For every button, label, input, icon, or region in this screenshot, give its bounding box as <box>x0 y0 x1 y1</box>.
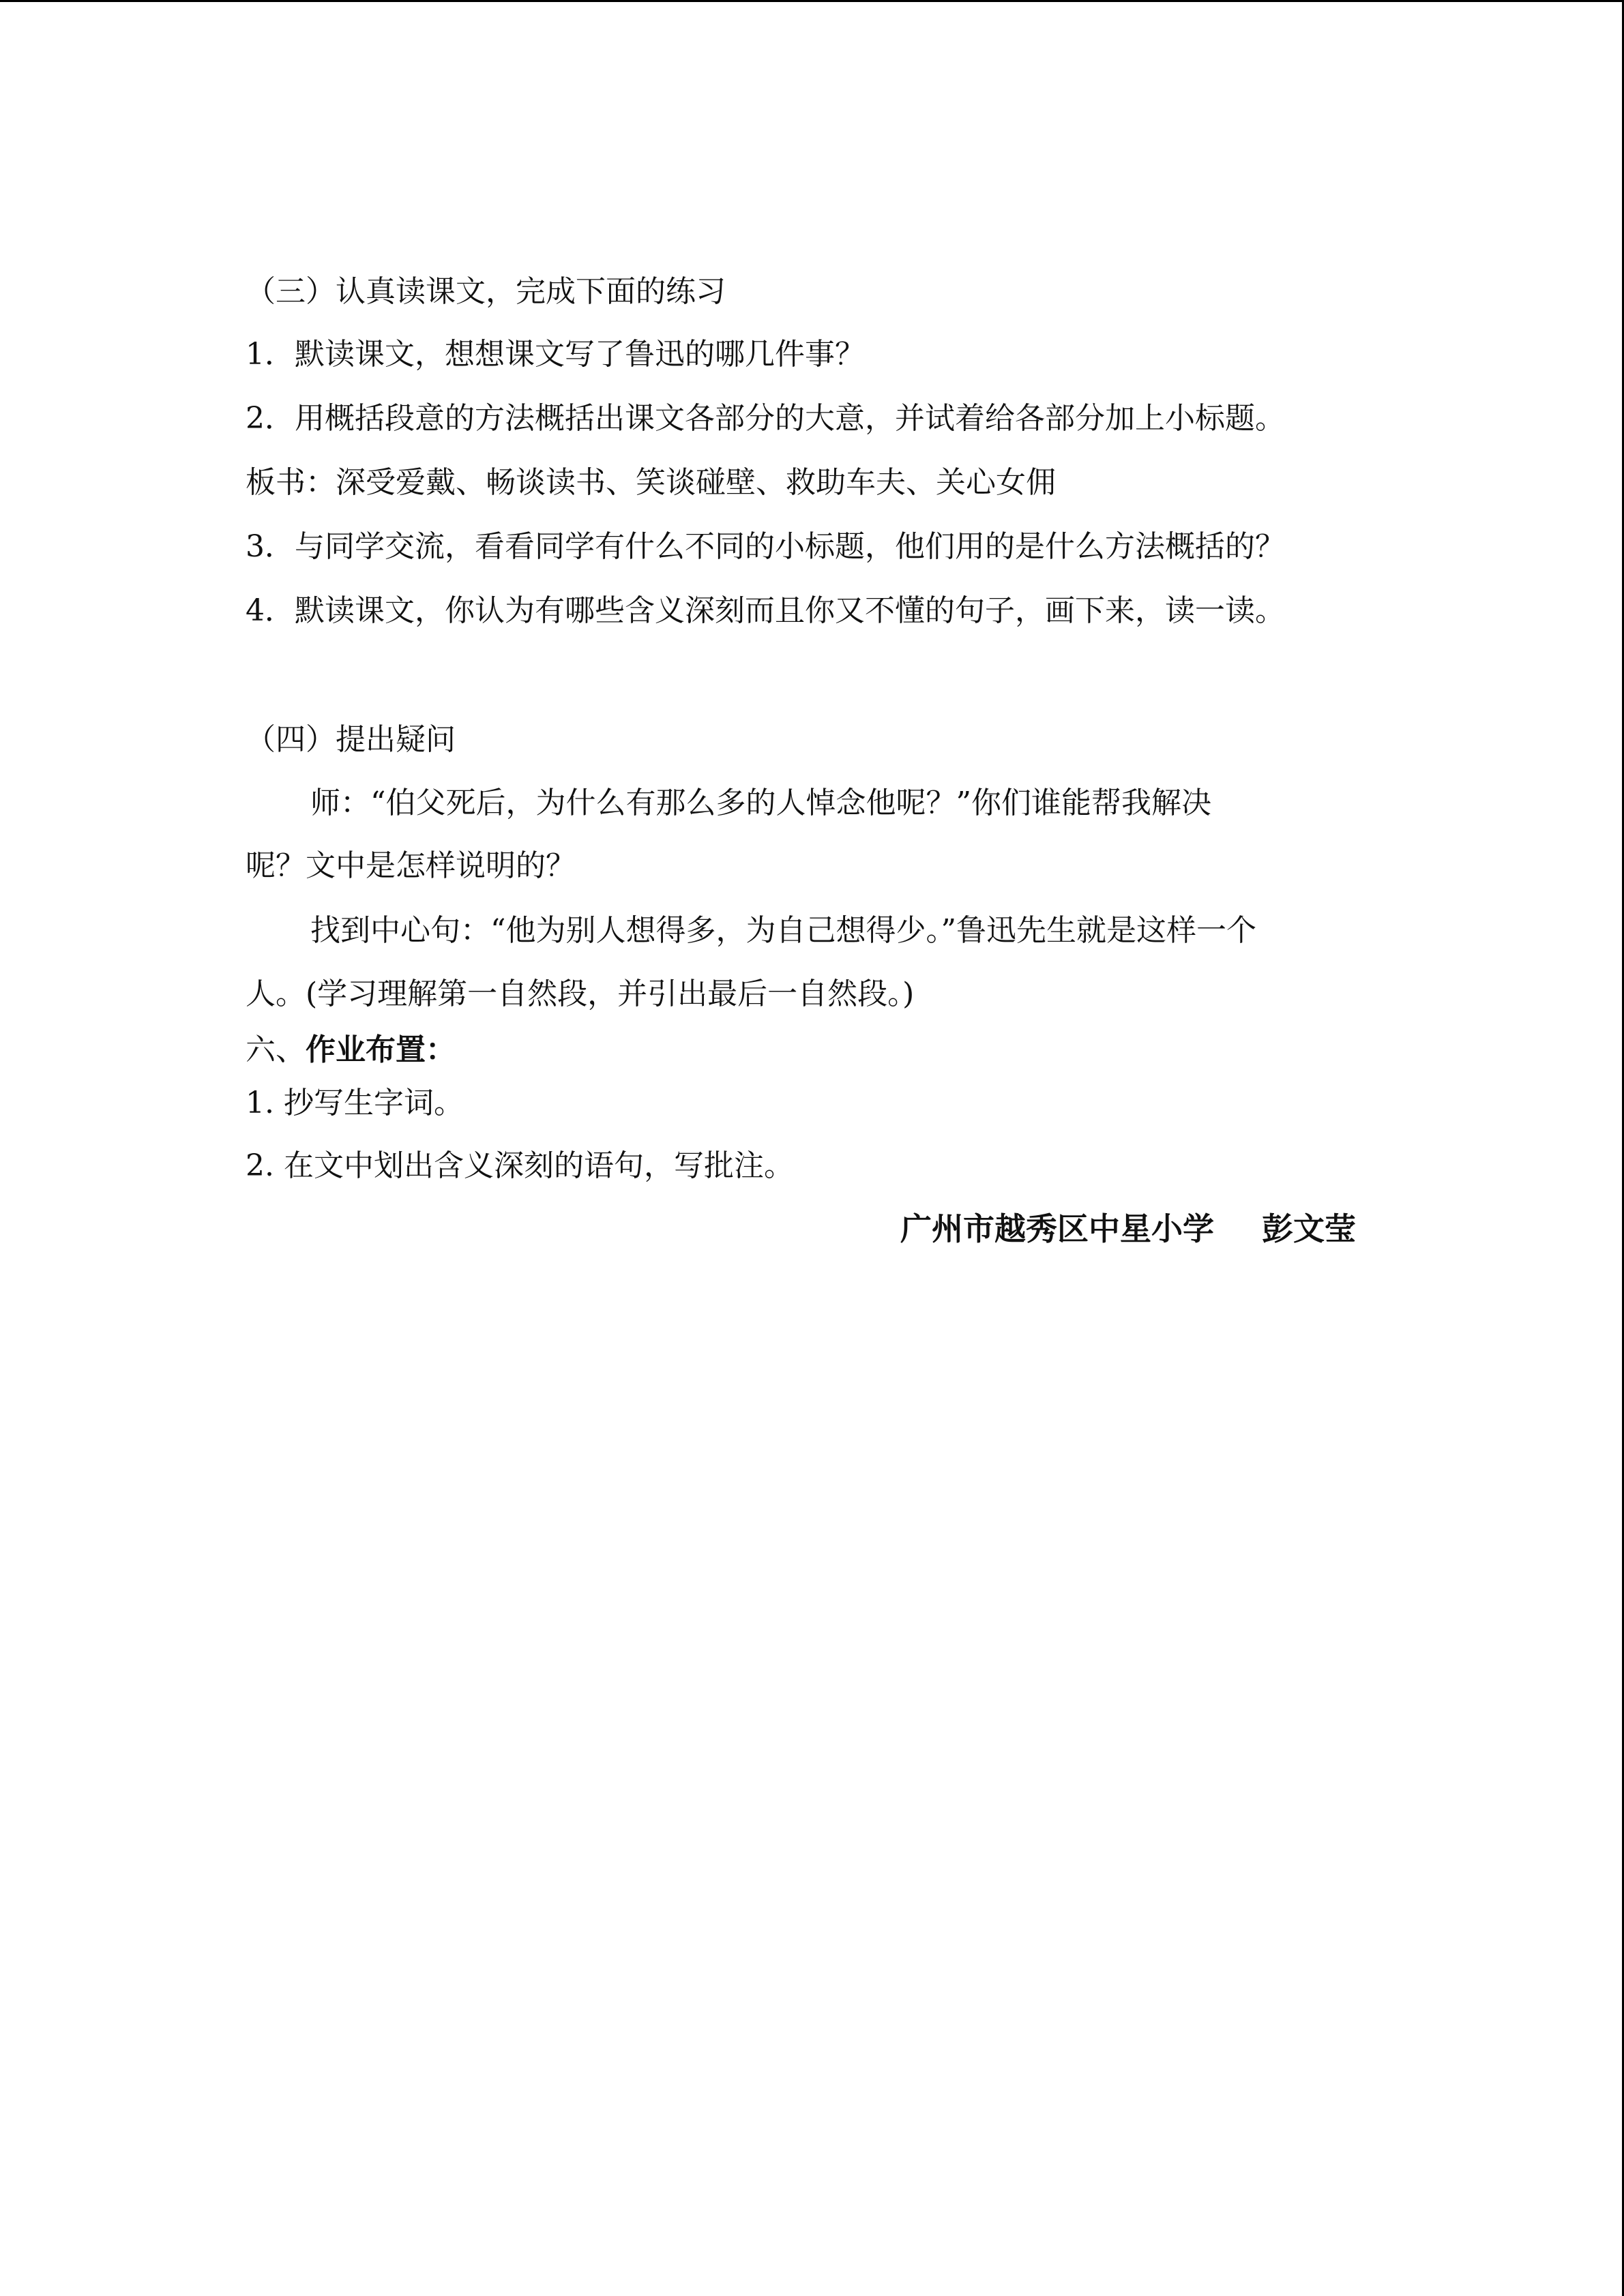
homework-item-1: 1. 抄写生字词。 <box>246 1086 464 1120</box>
section-6-heading <box>246 1030 456 1071</box>
section-3-item-3: 3．与同学交流，看看同学有什么不同的小标题，他们用的是什么方法概括的？ <box>246 529 1285 564</box>
section-6-prefix: 六、 <box>246 1032 306 1067</box>
top-border-line <box>0 0 1624 2</box>
section-3-heading: （三）认真读课文，完成下面的练习 <box>246 274 726 309</box>
blackboard-notes: 板书：深受爱戴、畅谈读书、笑谈碰壁、救助车夫、关心女佣 <box>246 465 1056 500</box>
author-name: 彭文莹 <box>1262 1210 1356 1247</box>
school-name: 广州市越秀区中星小学 <box>900 1210 1214 1247</box>
section-4-heading: （四）提出疑问 <box>246 722 456 757</box>
signature <box>900 1208 1356 1249</box>
central-sentence-line-2: 人。(学习理解第一自然段，并引出最后一自然段。) <box>246 976 915 1011</box>
section-3-item-1: 1．默读课文，想想课文写了鲁迅的哪几件事？ <box>246 337 865 372</box>
homework-item-2: 2. 在文中划出含义深刻的语句，写批注。 <box>246 1148 794 1183</box>
section-3-item-2: 2．用概括段意的方法概括出课文各部分的大意，并试着给各部分加上小标题。 <box>246 401 1285 436</box>
section-6-title: 作业布置： <box>306 1032 456 1067</box>
teacher-question-line-1: 师：“伯父死后，为什么有那么多的人悼念他呢？”你们谁能帮我解决 <box>310 786 1211 820</box>
central-sentence-line-1: 找到中心句：“他为别人想得多，为自己想得少。”鲁迅先生就是这样一个 <box>310 913 1256 948</box>
section-3-item-4: 4．默读课文，你认为有哪些含义深刻而且你又不懂的句子，画下来，读一读。 <box>246 593 1285 628</box>
teacher-question-line-2: 呢？文中是怎样说明的？ <box>246 848 576 883</box>
